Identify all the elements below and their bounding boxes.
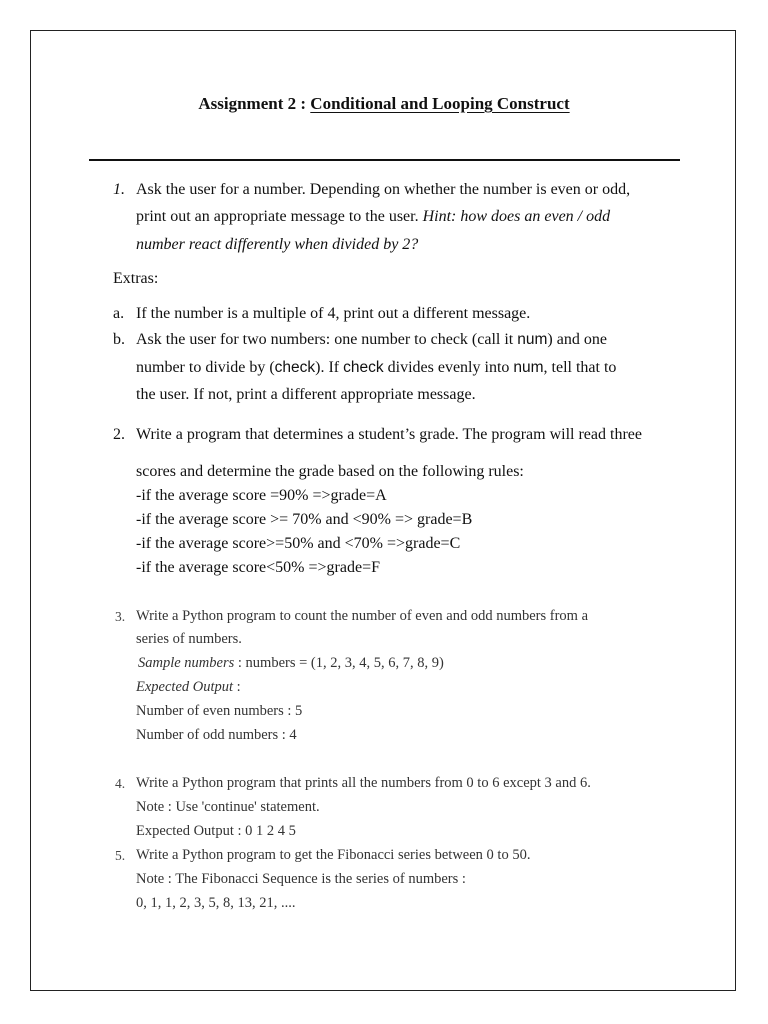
extras-b-text: , tell that to bbox=[543, 359, 617, 376]
extras-b-line-2 bbox=[136, 360, 616, 376]
extras-b-text: divides evenly into bbox=[383, 359, 514, 376]
extras-b-line-3: the user. If not, print a different appropriate message. bbox=[136, 386, 476, 403]
code-check: check bbox=[343, 359, 384, 376]
q2-rule-b: -if the average score >= 70% and <90% => grade=B bbox=[136, 511, 473, 528]
code-num: num bbox=[513, 359, 544, 376]
q3-line-1: Write a Python program to count the number of even and odd numbers from a bbox=[136, 608, 589, 624]
extras-heading: Extras: bbox=[113, 270, 159, 287]
q2-rule-f: -if the average score<50% =>grade=F bbox=[136, 559, 380, 576]
title-prefix: Assignment 2 : bbox=[198, 94, 311, 113]
q2-line-1: Write a program that determines a student’s grade. The program will read three bbox=[136, 426, 642, 443]
code-num: num bbox=[517, 331, 548, 348]
q3-sample-value: : numbers = (1, 2, 3, 4, 5, 6, 7, 8, 9) bbox=[234, 655, 444, 671]
extras-a-marker: a. bbox=[113, 305, 125, 322]
q2-rule-c: -if the average score>=50% and <70% =>grade=C bbox=[136, 535, 461, 552]
q4-line-2: Note : Use 'continue' statement. bbox=[136, 799, 320, 815]
q3-expected-label: Expected Output bbox=[136, 679, 234, 695]
q1-line-1: Ask the user for a number. Depending on whether the number is even or odd, bbox=[136, 181, 631, 198]
q4-line-1: Write a Python program that prints all the numbers from 0 to 6 except 3 and 6. bbox=[136, 775, 591, 791]
q3-odd-line: Number of odd numbers : 4 bbox=[136, 727, 297, 743]
q2-number: 2. bbox=[113, 426, 125, 443]
q1-line-2 bbox=[136, 209, 610, 225]
q4-line-3: Expected Output : 0 1 2 4 5 bbox=[136, 823, 296, 839]
q5-line-1: Write a Python program to get the Fibonacci series between 0 to 50. bbox=[136, 847, 531, 863]
extras-b-text: number to divide by ( bbox=[136, 359, 275, 376]
q3-even-line: Number of even numbers : 5 bbox=[136, 703, 303, 719]
title-main: Conditional and Looping Construct bbox=[310, 94, 570, 113]
extras-b-line-1 bbox=[136, 332, 607, 348]
page-title bbox=[0, 94, 768, 114]
extras-b-text: ) and one bbox=[547, 331, 607, 348]
q3-number: 3. bbox=[115, 609, 126, 624]
q1-line-2-text: print out an appropriate message to the user. bbox=[136, 208, 423, 225]
code-check: check bbox=[274, 359, 316, 376]
extras-b-text: ). If bbox=[315, 359, 344, 376]
q1-hint-start: Hint: how does an even / odd bbox=[422, 208, 611, 225]
extras-b-text: Ask the user for two numbers: one number to check (call it bbox=[136, 331, 518, 348]
q3-expected-colon: : bbox=[233, 679, 241, 695]
extras-b-marker: b. bbox=[113, 331, 125, 348]
q1-hint-end: number react differently when divided by 2? bbox=[136, 236, 419, 253]
q3-expected bbox=[136, 680, 241, 695]
q3-sample-label: Sample numbers bbox=[138, 655, 235, 671]
q5-line-2: Note : The Fibonacci Sequence is the series of numbers : bbox=[136, 871, 466, 887]
q5-line-3: 0, 1, 1, 2, 3, 5, 8, 13, 21, .... bbox=[136, 895, 296, 911]
q1-number: 1. bbox=[113, 181, 125, 198]
extras-a-text: If the number is a multiple of 4, print out a different message. bbox=[136, 305, 531, 322]
q5-number: 5. bbox=[115, 848, 126, 863]
q2-line-2: scores and determine the grade based on the following rules: bbox=[136, 463, 524, 480]
title-divider bbox=[89, 159, 680, 161]
q3-sample bbox=[138, 656, 444, 671]
q4-number: 4. bbox=[115, 776, 126, 791]
q3-line-2: series of numbers. bbox=[136, 631, 242, 647]
q2-rule-a: -if the average score =90% =>grade=A bbox=[136, 487, 387, 504]
